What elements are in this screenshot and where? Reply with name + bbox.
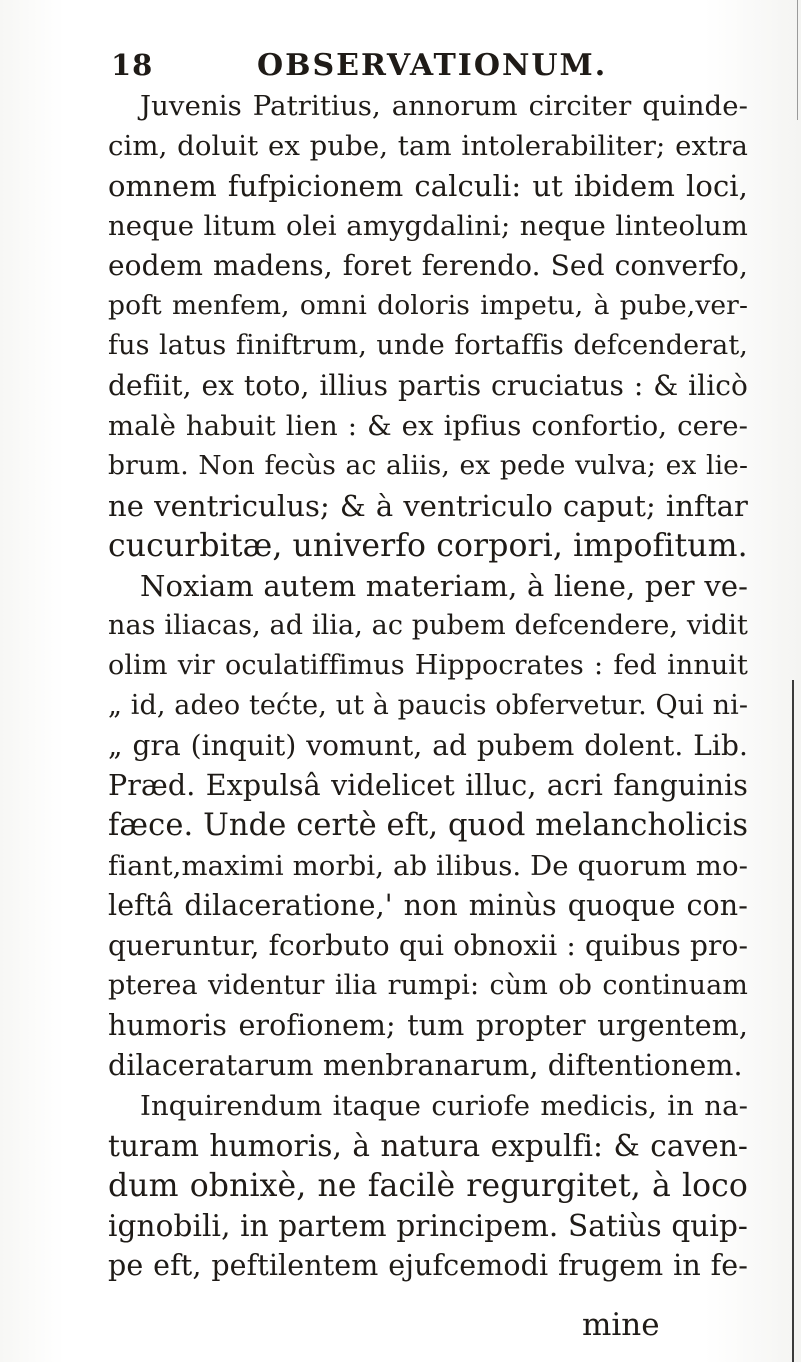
text-line: fiant,maximi morbi, ab ilibus. De quorum mo- (108, 850, 748, 882)
text-line: turam humoris, à natura expulfi: & caven- (108, 1129, 748, 1163)
text-line: eodem madens, foret ferendo. Sed converfo, (108, 249, 748, 282)
text-line: Juvenis Patritius, annorum circiter quinde- (140, 90, 748, 122)
text-line: Inquirendum itaque curiofe medicis, in na- (140, 1090, 748, 1122)
running-title: OBSERVATIONUM. (257, 48, 608, 83)
text-line: cim, doluit ex pube, tam intolerabiliter; extra (108, 130, 748, 162)
text-line: cucurbitæ, univerfo corpori, impofitum. (108, 528, 748, 564)
text-line: humoris erofionem; tum propter urgentem, (108, 1009, 748, 1042)
page-edge-rule (792, 680, 794, 1362)
page-edge-shadow (797, 0, 798, 120)
text-line: fæce. Unde certè eft, quod melancholicis (108, 808, 749, 843)
text-line: ne ventriculus; & à ventriculo caput; inftar (108, 489, 748, 523)
text-line: nas iliacas, ad ilia, ac pubem defcendere, vidit (108, 610, 748, 641)
text-line: ignobili, in partem principem. Satiùs quip- (108, 1209, 748, 1243)
text-line: neque litum olei amygdalini; neque linteolum (108, 210, 748, 242)
text-line: „ gra (inquit) vomunt, ad pubem dolent. Lib. (108, 729, 748, 762)
text-line: malè habuit lien : & ex ipfius confortio, cere- (108, 410, 748, 442)
text-line: pe eft, peftilentem ejufcemodi frugem in fe- (108, 1249, 748, 1282)
text-line: pterea videntur ilia rumpi: cùm ob continuam (108, 970, 748, 1001)
text-line: leftâ dilaceratione,' non minùs quoque con- (108, 889, 748, 922)
text-line: dum obnixè, ne facilè regurgitet, à loco (108, 1168, 748, 1204)
text-line: dilaceratarum menbranarum, diftentionem. (108, 1049, 743, 1082)
text-line: queruntur, fcorbuto qui obnoxii : quibus pro- (108, 929, 748, 962)
text-line: brum. Non fecùs ac aliis, ex pede vulva; ex lie- (108, 450, 748, 481)
page-number: 18 (111, 48, 154, 82)
text-line: Præd. Expulsâ videlicet illuc, acri fanguinis (108, 769, 748, 802)
text-line: omnem fufpicionem calculi: ut ibidem loci, (108, 169, 748, 203)
catchword: mine (582, 1307, 660, 1343)
text-line: Noxiam autem materiam, à liene, per ve- (140, 569, 748, 603)
text-line: poft menfem, omni doloris impetu, à pube,ver- (108, 290, 748, 321)
text-line: defiit, ex toto, illius partis cruciatus : & ilicò (108, 369, 748, 402)
text-line: fus latus finiftrum, unde fortaffis defcenderat, (108, 330, 748, 361)
text-line: olim vir oculatiffimus Hippocrates : fed innuit (108, 650, 748, 681)
text-line: „ id, adeo tećte, ut à paucis obfervetur. Qui ni- (108, 690, 749, 721)
